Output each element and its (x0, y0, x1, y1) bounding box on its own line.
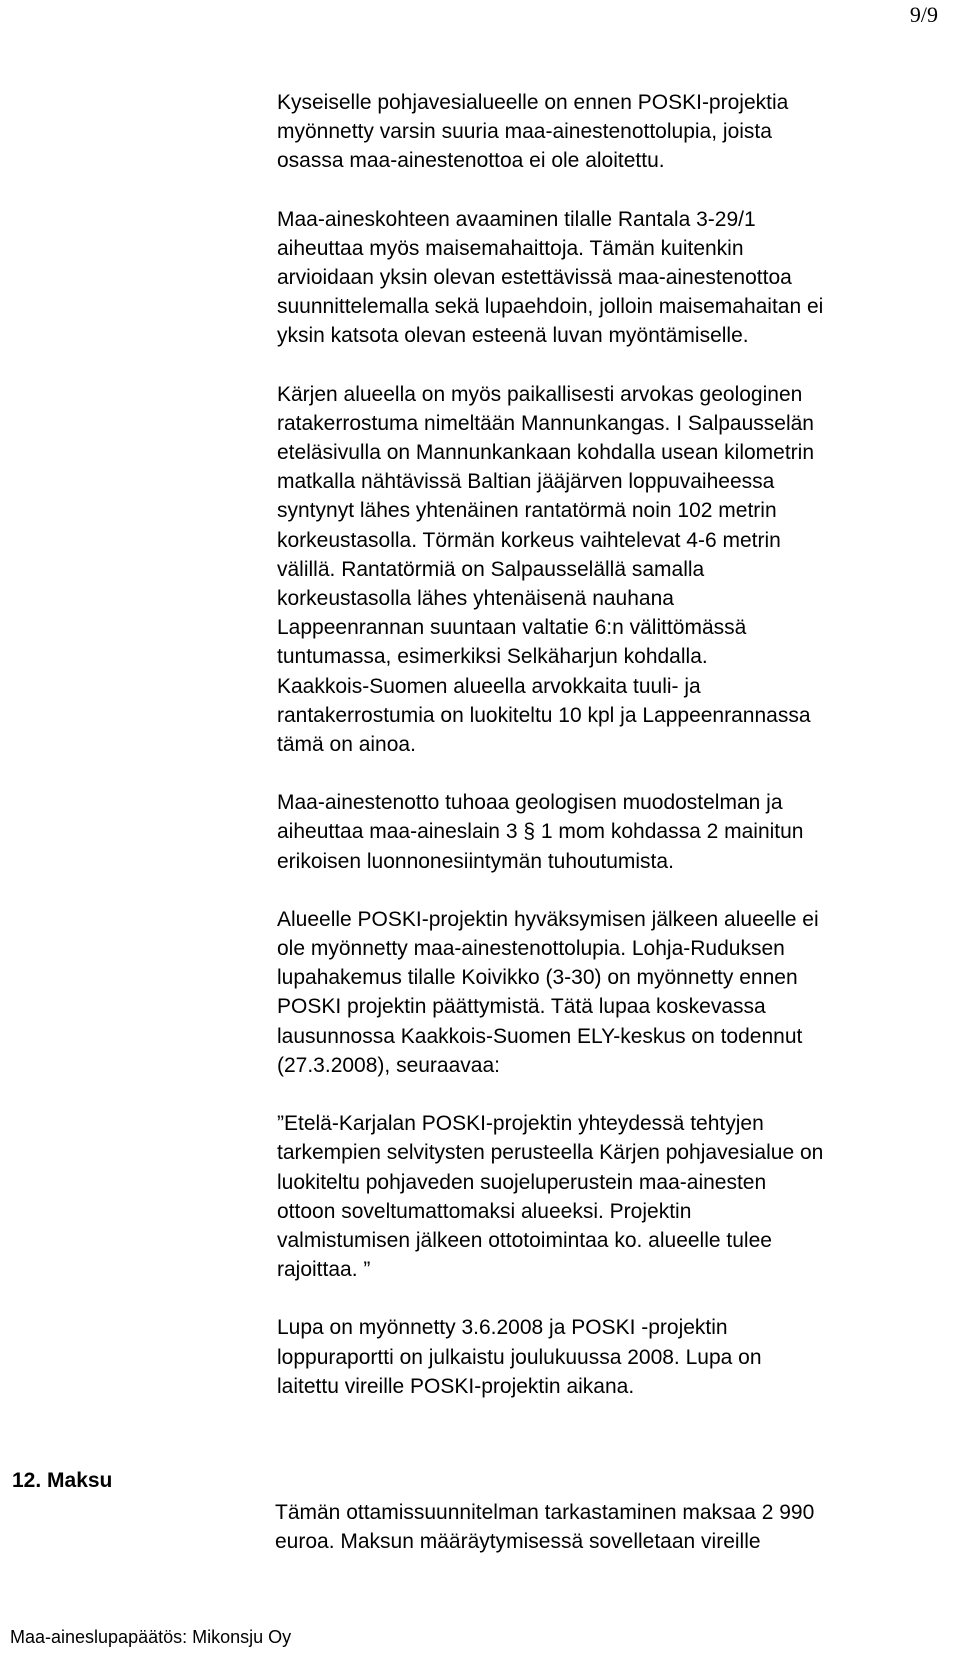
body-text (277, 88, 952, 1430)
paragraph-permit-granted: Lupa on myönnetty 3.6.2008 ja POSKI -projektin loppuraportti on julkaistu joulukuussa 2008. Lupa on laitettu vireille POSKI-projektin aikana. (277, 1316, 762, 1398)
paragraph-poski: Alueelle POSKI-projektin hyväksymisen jälkeen alueelle ei ole myönnetty maa-ainestenottolupia. Lohja-Ruduksen lupahakemus tilalle Koivikko (3-30) on myönnetty ennen POSKI projektin päättymistä. Tätä lupaa koskevassa lausunnossa Kaakkois-Suomen ELY-keskus on todennut (27.3.2008), seuraavaa: (277, 907, 819, 1077)
paragraph-landscape: Maa-aineskohteen avaaminen tilalle Rantala 3-29/1 aiheuttaa myös maisemahaittoja. Tämän kuitenkin arvioidaan yksin olevan estettävissä maa-ainestenottoa suunnittelemalla sekä lupaehdoin, jolloin maisemahaitan ei yksin katsota olevan esteenä luvan myöntämiselle. (277, 207, 824, 348)
section-heading: 12. Maksu (12, 1469, 113, 1492)
paragraph-permits: Kyseiselle pohjavesialueelle on ennen POSKI-projektia myönnetty varsin suuria maa-ainestenottolupia, joista osassa maa-ainestenottoa ei ole aloitettu. (277, 91, 789, 173)
paragraph-destruction: Maa-ainestenotto tuhoaa geologisen muodostelman ja aiheuttaa maa-aineslain 3 § 1 mom kohdassa 2 mainitun erikoisen luonnonesiintymän tuhoutumista. (277, 791, 804, 873)
section-text: Tämän ottamissuunnitelman tarkastaminen maksaa 2 990 euroa. Maksun määräytymisessä sovelletaan vireille (275, 1501, 815, 1554)
paragraph-quote: ”Etelä-Karjalan POSKI-projektin yhteydessä tehtyjen tarkempien selvitysten perusteella Kärjen pohjavesialue on luokiteltu pohjaveden suojeluperustein maa-ainesten ottoon soveltumattomaksi alueeksi. Projektin valmistumisen jälkeen ottotoimintaa ko. alueelle tulee rajoittaa. ” (277, 1112, 824, 1282)
paragraph-geology: Kärjen alueella on myös paikallisesti arvokas geologinen ratakerrostuma nimeltään Mannunkangas. I Salpausselän eteläsivulla on Mannunkankaan kohdalla usean kilometrin matkalla nähtävissä Baltian jääjärven loppuvaiheessa syntynyt lähes yhtenäinen rantatörmä noin 102 metrin korkeustasolla. Törmän korkeus vaihtelevat 4-6 metrin välillä. Rantatörmiä on Salpausselällä samalla korkeustasolla lähes yhtenäisenä nauhana Lappeenrannan suuntaan valtatie 6:n välittömässä tuntumassa, esimerkiksi Selkäharjun kohdalla. Kaakkois-Suomen alueella arvokkaita tuuli- ja rantakerrostumia on luokiteltu 10 kpl ja Lappeenrannassa tämä on ainoa. (277, 382, 815, 757)
page-number: 9/9 (909, 2, 938, 27)
footer: Maa-aineslupapäätös: Mikonsju Oy (10, 1627, 292, 1647)
